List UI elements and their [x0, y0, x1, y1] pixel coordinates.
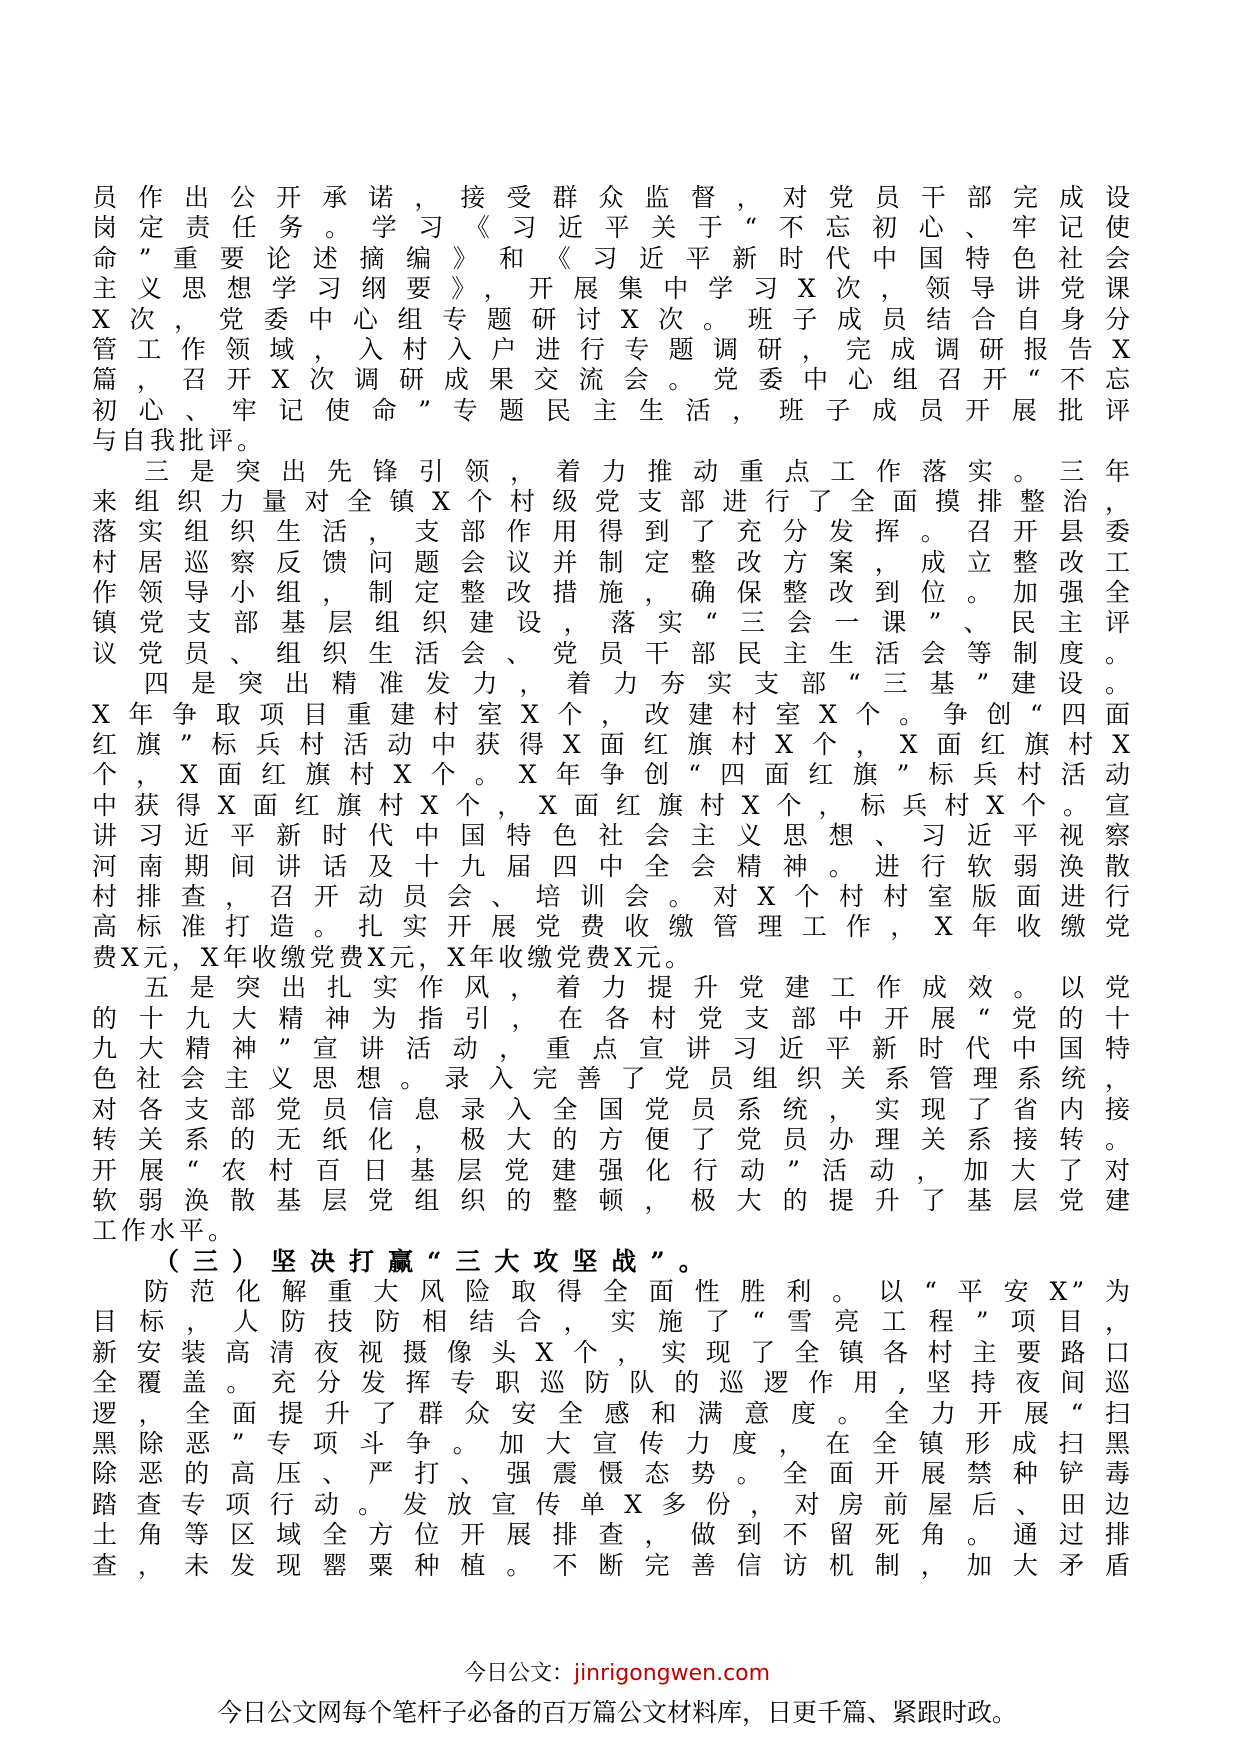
text-line: 初心、牢记使命”专题民主生活，班子成员开展批评	[92, 395, 1134, 425]
text-line: 与自我批评。	[92, 426, 267, 456]
text-line: 作领导小组，制定整改措施，确保整改到位。加强全	[92, 578, 1134, 608]
text-line: 命”重要论述摘编》和《习近平新时代中国特色社会	[92, 243, 1134, 273]
text-line: 中获得X面红旗村X个，X面红旗村X个，标兵村X个。宣	[92, 790, 1134, 820]
text-line: 软弱涣散基层党组织的整顿，极大的提升了基层党建	[92, 1185, 1134, 1215]
text-line: X年争取项目重建村室X个，改建村室X个。争创“四面	[92, 699, 1134, 729]
text-line: 踏查专项行动。发放宣传单X多份，对房前屋后、田边	[92, 1489, 1134, 1519]
text-line: 查，未发现罂粟种植。不断完善信访机制，加大矛盾	[92, 1550, 1134, 1580]
footer-label: 今日公文：	[463, 1661, 574, 1686]
text-line: 九大精神”宣讲活动，重点宣讲习近平新时代中国特	[92, 1033, 1134, 1063]
text-line: 村居巡察反馈问题会议并制定整改方案，成立整改工	[92, 547, 1134, 577]
text-line: 三是突出先锋引领，着力推动重点工作落实。三年	[144, 456, 1134, 486]
text-line: 员作出公开承诺，接受群众监督，对党员干部完成设	[92, 183, 1134, 212]
text-line: 落实组织生活，支部作用得到了充分发挥。召开县委	[92, 517, 1134, 547]
text-line: 防范化解重大风险取得全面性胜利。以“平安X”为	[144, 1277, 1134, 1307]
text-line: 个，X面红旗村X个。X年争创“四面红旗”标兵村活动	[92, 760, 1134, 790]
text-line: 讲习近平新时代中国特色社会主义思想、习近平视察	[92, 821, 1134, 851]
text-line: 五是突出扎实作风，着力提升党建工作成效。以党	[144, 973, 1134, 1003]
text-line: 转关系的无纸化，极大的方便了党员办理关系接转。	[92, 1125, 1134, 1155]
text-line: 岗定责任务。学习《习近平关于“不忘初心、牢记使	[92, 213, 1134, 243]
body-text	[92, 183, 1134, 1581]
text-line: 对各支部党员信息录入全国党员系统，实现了省内接	[92, 1094, 1134, 1124]
text-line: 红旗”标兵村活动中获得X面红旗村X个，X面红旗村X	[92, 730, 1134, 760]
text-line: 工作水平。	[92, 1216, 238, 1246]
text-line: 新安装高清夜视摄像头X个，实现了全镇各村主要路口	[92, 1337, 1134, 1367]
footer-link[interactable]: jinrigongwen.com	[573, 1661, 771, 1686]
text-line: 全覆盖。充分发挥专职巡防队的巡逻作用,坚持夜间巡	[92, 1368, 1134, 1398]
text-line: 管工作领域，入村入户进行专题调研，完成调研报告X	[92, 334, 1134, 364]
text-line: 开展“农村百日基层党建强化行动”活动，加大了对	[92, 1155, 1134, 1185]
footer-site	[0, 1656, 1234, 1687]
text-line: 镇党支部基层组织建设，落实“三会一课”、民主评	[92, 608, 1134, 638]
section-heading: （三）坚决打赢“三大攻坚战”。	[154, 1246, 718, 1276]
text-line: 除恶的高压、严打、强震慑态势。全面开展禁种铲毒	[92, 1459, 1134, 1489]
footer-tagline: 今日公文网每个笔杆子必备的百万篇公文材料库，日更千篇、紧跟时政。	[216, 1698, 1017, 1727]
text-line: 高标准打造。扎实开展党费收缴管理工作，X年收缴党	[92, 912, 1134, 942]
text-line: 目标，人防技防相结合，实施了“雪亮工程”项目，	[92, 1307, 1134, 1337]
text-line: 议党员、组织生活会、党员干部民主生活会等制度。	[92, 638, 1134, 668]
text-line: 来组织力量对全镇X个村级党支部进行了全面摸排整治，	[92, 486, 1134, 516]
text-line: 四是突出精准发力，着力夯实支部“三基”建设。	[144, 669, 1134, 699]
text-line: 黑除恶”专项斗争。加大宣传力度，在全镇形成扫黑	[92, 1429, 1134, 1459]
text-line: 费X元，X年收缴党费X元，X年收缴党费X元。	[92, 942, 694, 972]
text-line: 河南期间讲话及十九届四中全会精神。进行软弱涣散	[92, 851, 1134, 881]
text-line: 主义思想学习纲要》，开展集中学习X次，领导讲党课	[92, 274, 1134, 304]
text-line: X次，党委中心组专题研讨X次。班子成员结合自身分	[92, 304, 1134, 334]
text-line: 的十九大精神为指引，在各村党支部中开展“党的十	[92, 1003, 1134, 1033]
text-line: 逻，全面提升了群众安全感和满意度。全力开展“扫	[92, 1398, 1134, 1428]
text-line: 色社会主义思想。录入完善了党员组织关系管理系统，	[92, 1064, 1134, 1094]
text-line: 篇，召开X次调研成果交流会。党委中心组召开“不忘	[92, 365, 1134, 395]
text-line: 土角等区域全方位开展排查，做到不留死角。通过排	[92, 1520, 1134, 1550]
text-line: 村排查，召开动员会、培训会。对X个村村室版面进行	[92, 881, 1134, 911]
